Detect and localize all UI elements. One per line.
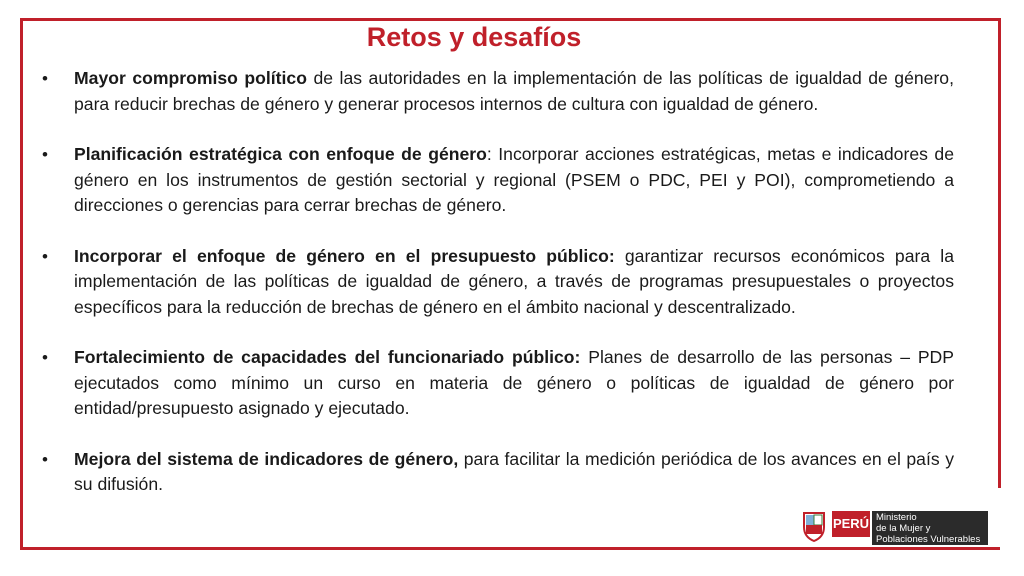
- ministry-line-2: de la Mujer y: [876, 523, 931, 534]
- ministry-name: [872, 511, 988, 545]
- bullet-bold: Planificación estratégica con enfoque de género: [74, 144, 487, 164]
- ministry-logo: [800, 505, 988, 545]
- bullet-text: garantizar recursos económicos para la implementación de las políticas de igualdad de género, a través de programas presupuestales o proyectos específicos para la reducción de brechas de género en el ámbito nacional y descentralizado.: [74, 245, 954, 317]
- coat-of-arms-icon: [800, 509, 828, 543]
- bullet-text: Planes de desarrollo de las personas – PDP ejecutados como mínimo un curso en materia de género o políticas de igualdad de género por entidad/presupuesto asignado y ejecutado.: [74, 347, 954, 418]
- bullet-list: [38, 66, 954, 523]
- slide-frame-right-edge: [998, 18, 1001, 488]
- bullet-bold: Mejora del sistema de indicadores de género,: [74, 448, 459, 469]
- bullet-bold: Mayor compromiso político: [74, 68, 307, 88]
- ministry-line-1: Ministerio: [876, 512, 917, 523]
- bullet-item: [38, 142, 954, 219]
- bullet-item: [38, 447, 954, 498]
- bullet-item: [38, 66, 954, 117]
- bullet-text: : Incorporar acciones estratégicas, metas e indicadores de género en los instrumentos de gestión sectorial y regional (PSEM o PDC, PEI y POI), comprometiendo a direcciones o gerencias para cerrar brechas de género.: [74, 144, 954, 215]
- bullet-bold: Fortalecimiento de capacidades del funcionariado público:: [74, 347, 581, 367]
- slide-title: Retos y desafíos: [366, 22, 582, 52]
- ministry-line-3: Poblaciones Vulnerables: [876, 534, 981, 545]
- bullet-bold: Incorporar el enfoque de género en el presupuesto público:: [74, 245, 615, 266]
- bullet-text: de las autoridades en la implementación de las políticas de igualdad de género, para reducir brechas de género y generar procesos internos de cultura con igualdad de género.: [74, 68, 954, 114]
- peru-label: PERÚ: [832, 511, 870, 537]
- bullet-item: [38, 345, 954, 422]
- bullet-item: [38, 244, 954, 321]
- bullet-text: para facilitar la medición periódica de los avances en el país y su difusión.: [74, 448, 954, 494]
